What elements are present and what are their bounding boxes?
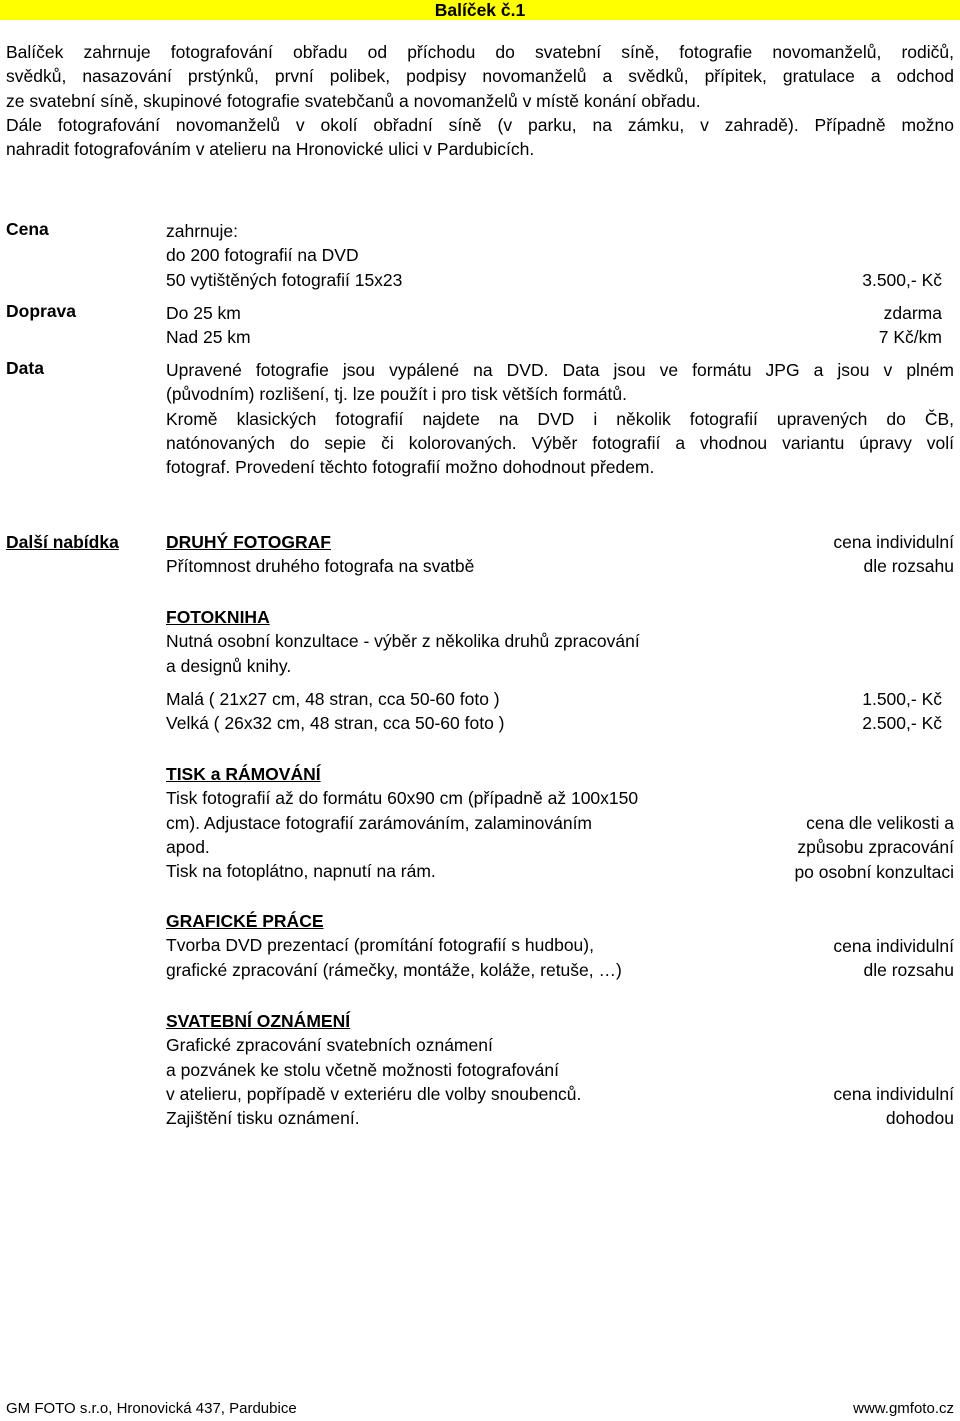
- druhy-fotograf-section: [166, 530, 474, 579]
- footer-website: www.gmfoto.cz: [853, 1400, 954, 1417]
- data-line: fotograf. Provedení těchto fotografií možno dohodnout předem.: [166, 457, 655, 478]
- doprava-prices: [879, 301, 942, 350]
- fotokniha-options: [166, 687, 505, 736]
- data-line: (původním) rozlišení, tj. lze použít i pro tisk větších formátů.: [166, 384, 628, 405]
- intro-line: Dále fotografování novomanželů v okolí obřadní síně (v parku, na zámku, v zahradě). Případně možno: [6, 114, 954, 135]
- fotokniha-option-price: 1.500,- Kč: [862, 689, 942, 709]
- fotokniha-heading: FOTOKNIHA: [166, 607, 270, 627]
- tisk-line: Tisk fotografií až do formátu 60x90 cm (případně až 100x150: [166, 788, 639, 809]
- intro-line: ze svatební síně, skupinové fotografie svatebčanů a novomanželů v místě konání obřadu.: [6, 90, 701, 111]
- data-line: Kromě klasických fotografií najdete na DVD i několik fotografií upravených do ČB,: [166, 408, 954, 429]
- price-line: dle rozsahu: [863, 960, 954, 981]
- price-line: cena dle velikosti a: [806, 813, 954, 833]
- doprava-row-price: 7 Kč/km: [878, 327, 942, 348]
- oznameni-price: [833, 1082, 954, 1131]
- oznameni-line: a pozvánek ke stolu včetně možnosti fotografování: [166, 1059, 560, 1080]
- tisk-line: Tisk na fotoplátno, napnutí na rám.: [166, 861, 436, 882]
- price-line: dle rozsahu: [863, 556, 954, 577]
- price-line: cena individulní: [833, 936, 954, 956]
- fotokniha-option-price: 2.500,- Kč: [862, 713, 942, 734]
- dalsi-nabidka-label: Další nabídka: [6, 532, 119, 552]
- oznameni-heading: SVATEBNÍ OZNÁMENÍ: [166, 1011, 351, 1031]
- intro-line: nahradit fotografováním v atelieru na Hronovické ulici v Pardubicích.: [6, 139, 535, 160]
- oznameni-line: v atelieru, popřípadě v exteriéru dle volby snoubenců.: [166, 1083, 582, 1104]
- graficke-line: Tvorba DVD prezentací (promítání fotografií s hudbou),: [166, 935, 594, 956]
- tisk-line: cm). Adjustace fotografií zarámováním, zalaminováním: [166, 812, 593, 833]
- fotokniha-option-text: Malá ( 21x27 cm, 48 stran, cca 50-60 foto ): [166, 689, 500, 709]
- graficke-heading: GRAFICKÉ PRÁCE: [166, 911, 324, 931]
- tisk-line: apod.: [166, 836, 210, 857]
- fotokniha-section: [166, 605, 640, 678]
- cena-price-value: 3.500,- Kč: [862, 270, 942, 290]
- price-line: dohodou: [885, 1108, 954, 1129]
- druhy-fotograf-price: [833, 530, 954, 579]
- doprava-label: Doprava: [6, 301, 77, 321]
- cena-line: zahrnuje:: [166, 221, 238, 241]
- data-line: Upravené fotografie jsou vypálené na DVD. Data jsou ve formátu JPG a jsou v plném: [166, 360, 954, 380]
- doprava-row-text: Nad 25 km: [166, 327, 251, 348]
- oznameni-section: [166, 1009, 581, 1130]
- druhy-fotograf-heading: DRUHÝ FOTOGRAF: [166, 532, 331, 552]
- fotokniha-prices: [862, 687, 942, 736]
- intro-line: Balíček zahrnuje fotografování obřadu od příchodu do svatební síně, fotografie novomanželů, rodičů,: [6, 42, 954, 62]
- page-title: Balíček č.1: [434, 0, 526, 20]
- doprava-row-text: Do 25 km: [166, 303, 241, 323]
- graficke-price: [833, 934, 954, 983]
- cena-details: [166, 219, 402, 292]
- cena-line: do 200 fotografií na DVD: [166, 245, 359, 266]
- footer-address: GM FOTO s.r.o, Hronovická 437, Pardubice: [6, 1400, 297, 1417]
- fotokniha-line: a designů knihy.: [166, 655, 292, 676]
- graficke-line: grafické zpracování (rámečky, montáže, koláže, retuše, …): [166, 959, 622, 980]
- price-line: cena individulní: [833, 1084, 954, 1104]
- price-line: po osobní konzultaci: [794, 861, 954, 882]
- doprava-details: [166, 301, 251, 350]
- oznameni-line: Grafické zpracování svatebních oznámení: [166, 1035, 493, 1056]
- price-line: cena individulní: [833, 532, 954, 552]
- tisk-section: [166, 762, 638, 883]
- page-title-bar: [0, 0, 960, 20]
- data-line: natónovaných do sepie či kolorovaných. Výběr fotografií a vhodnou variantu úpravy volí: [166, 432, 954, 453]
- cena-line: 50 vytištěných fotografií 15x23: [166, 269, 403, 290]
- cena-price: [862, 268, 942, 292]
- doprava-row-price: zdarma: [883, 303, 942, 323]
- tisk-price: [794, 811, 954, 884]
- druhy-fotograf-text: Přítomnost druhého fotografa na svatbě: [166, 556, 475, 577]
- intro-paragraph: [6, 40, 954, 161]
- cena-label: Cena: [6, 219, 49, 239]
- fotokniha-line: Nutná osobní konzultace - výběr z několika druhů zpracování: [166, 631, 640, 652]
- data-label: Data: [6, 358, 44, 378]
- intro-line: svědků, nasazování prstýnků, první polibek, podpisy novomanželů a svědků, přípitek, gratulace a odchod: [6, 66, 954, 87]
- fotokniha-option-text: Velká ( 26x32 cm, 48 stran, cca 50-60 foto ): [166, 713, 505, 734]
- tisk-heading: TISK a RÁMOVÁNÍ: [166, 764, 321, 784]
- price-line: způsobu zpracování: [797, 837, 954, 858]
- oznameni-line: Zajištění tisku oznámení.: [166, 1108, 360, 1129]
- graficke-section: [166, 909, 622, 982]
- data-paragraph: [166, 358, 954, 479]
